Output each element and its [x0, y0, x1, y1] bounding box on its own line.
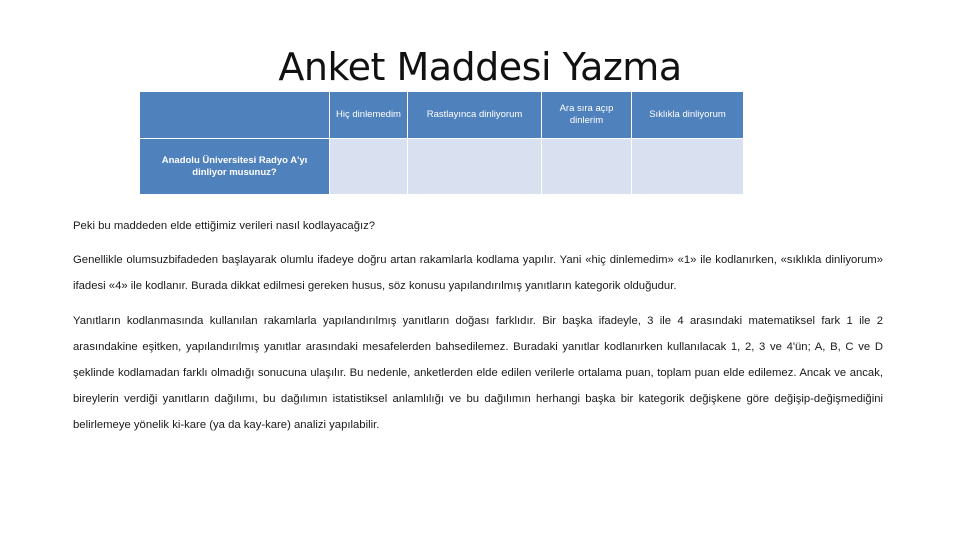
- answer-cell-occasionally: [408, 139, 542, 195]
- body-paragraph-coding: Genellikle olumsuzbifadeden başlayarak olumlu ifadeye doğru artan rakamlarla kodlama yapılır. Yani «hiç dinlemedim» «1» ile kodlanırken, «sıklıkla dinliyorum» ifadesi «4» ile kodlanır. Burada dikkat edilmesi gereken husus, söz konusu yapılandırılmış yanıtların kategorik olduğudur.: [73, 254, 883, 292]
- slide-title: Anket Maddesi Yazma: [278, 45, 682, 89]
- answer-cell-never: [330, 139, 408, 195]
- answer-cell-sometimes: [542, 139, 632, 195]
- survey-table-row: [140, 139, 744, 195]
- header-option-sometimes: Ara sıra açıp dinlerim: [542, 92, 632, 139]
- survey-question-cell: Anadolu Üniversitesi Radyo A'yı dinliyor musunuz?: [140, 139, 330, 195]
- header-option-occasionally-when-encountered: Rastlayınca dinliyorum: [408, 92, 542, 139]
- header-option-never: Hiç dinlemedim: [330, 92, 408, 139]
- body-paragraph-question: Peki bu maddeden elde ettiğimiz verileri nasıl kodlayacağız?: [73, 220, 376, 232]
- answer-cell-often: [632, 139, 744, 195]
- survey-table: [139, 91, 744, 195]
- survey-table-header-row: [140, 92, 744, 139]
- slide-body: [73, 215, 883, 447]
- header-corner-cell: [140, 92, 330, 139]
- header-option-often: Sıklıkla dinliyorum: [632, 92, 744, 139]
- body-paragraph-categorical: Yanıtların kodlanmasında kullanılan rakamlarla yapılandırılmış yanıtların doğası farklıdır. Bir başka ifadeyle, 3 ile 4 arasındaki matematiksel fark 1 ile 2 arasındakine eşitken, yapılandırılmış yanıtlar arasındaki mesafelerden bahsedilemez. Buradaki yanıtlar kodlanırken kullanılacak 1, 2, 3 ve 4'ün; A, B, C ve D şeklinde kodlamadan farklı olmadığı sonucuna ulaşılır. Bu nedenle, anketlerden elde edilen verilerle ortalama puan, toplam puan elde edilemez. Ancak ve ancak, bireylerin verdiği yanıtların dağılımı, bu dağılımın istatistiksel anlamlılığı ve bu dağılımın herhangi başka bir kategorik değişkene göre değişip-değişmediğini belirlemeye yönelik ki-kare (ya da kay-kare) analizi yapılabilir.: [73, 315, 883, 431]
